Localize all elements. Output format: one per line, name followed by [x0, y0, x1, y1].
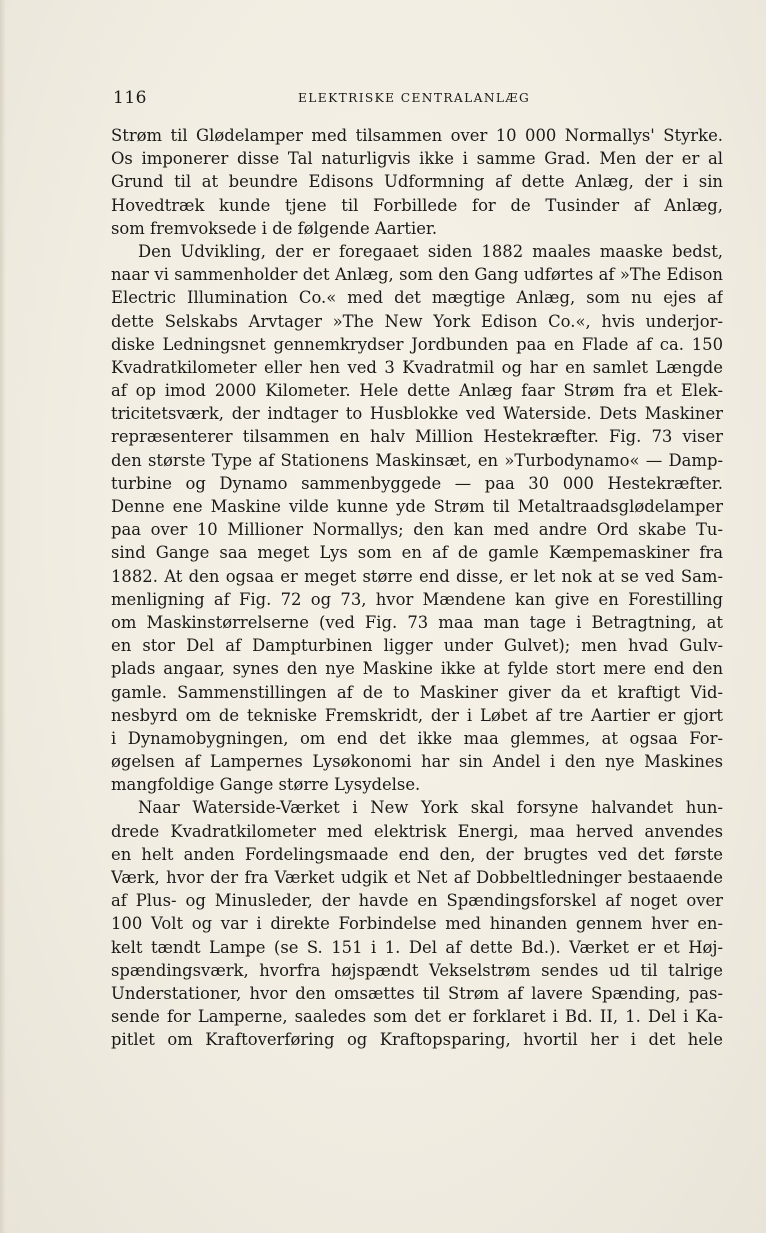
text-line: repræsenterer tilsammen en halv Million Hestekræfter. Fig. 73 viser — [111, 427, 723, 447]
page-header — [113, 88, 723, 112]
page-edge-shadow — [0, 0, 6, 1233]
text-line: paa over 10 Millioner Normallys; den kan med andre Ord skabe Tu- — [111, 520, 723, 540]
text-line: en stor Del af Dampturbinen ligger under Gulvet); men hvad Gulv- — [111, 636, 723, 656]
text-line: Værk, hvor der fra Værket udgik et Net af Dobbeltledninger bestaaende — [111, 868, 723, 887]
text-line: pitlet om Kraftoverføring og Kraftopsparing, hvortil her i det hele — [111, 1030, 723, 1050]
paragraph — [111, 124, 723, 240]
text-line: Hovedtræk kunde tjene til Forbillede for de Tusinder af Anlæg, — [111, 195, 723, 215]
text-line: diske Ledningsnet gennemkrydser Jordbunden paa en Flade af ca. 150 — [111, 334, 723, 354]
text-line: nesbyrd om de tekniske Fremskridt, der i Løbet af tre Aartier er gjort — [111, 705, 723, 725]
text-line: tricitetsværk, der indtager to Husblokke ved Waterside. Dets Maskiner — [111, 404, 723, 424]
text-line: Den Udvikling, der er foregaaet siden 1882 maales maaske bedst, — [138, 241, 723, 261]
page-number: 116 — [113, 88, 147, 108]
text-line: om Maskinstørrelserne (ved Fig. 73 maa man tage i Betragtning, at — [111, 612, 723, 632]
text-line: 1882. At den ogsaa er meget større end disse, er let nok at se ved Sam- — [111, 566, 723, 586]
text-line: menligning af Fig. 72 og 73, hvor Mændene kan give en Forestilling — [111, 589, 723, 609]
text-line: drede Kvadratkilometer med elektrisk Energi, maa herved anvendes — [111, 821, 723, 841]
text-line: Os imponerer disse Tal naturligvis ikke i samme Grad. Men der er al — [111, 149, 723, 169]
text-line: Kvadratkilometer eller hen ved 3 Kvadratmil og har en samlet Længde — [111, 357, 723, 377]
text-line: som fremvoksede i de følgende Aartier. — [111, 218, 438, 238]
text-line: i Dynamobygningen, om end det ikke maa glemmes, at ogsaa For- — [111, 728, 723, 748]
text-line: turbine og Dynamo sammenbyggede — paa 30 000 Hestekræfter. — [111, 473, 723, 493]
paragraph — [111, 240, 723, 797]
text-line: Denne ene Maskine vilde kunne yde Strøm til Metaltraadsglødelamper — [111, 497, 723, 516]
text-line: en helt anden Fordelingsmaade end den, der brugtes ved det første — [111, 844, 723, 864]
text-line: spændingsværk, hvorfra højspændt Vekselstrøm sendes ud til talrige — [111, 960, 723, 980]
text-line: Naar Waterside-Værket i New York skal forsyne halvandet hun- — [138, 798, 723, 818]
text-line: Understationer, hvor den omsættes til Strøm af lavere Spænding, pas- — [111, 983, 723, 1003]
text-line: Strøm til Glødelamper med tilsammen over 10 000 Normallys' Styrke. — [111, 126, 723, 145]
running-head: ELEKTRISKE CENTRALANLÆG — [298, 91, 531, 105]
text-line: naar vi sammenholder det Anlæg, som den Gang udførtes af »The Edison — [111, 265, 723, 285]
text-line: øgelsen af Lampernes Lysøkonomi har sin Andel i den nye Maskines — [111, 752, 723, 772]
text-line: dette Selskabs Arvtager »The New York Edison Co.«, hvis underjor- — [111, 311, 723, 331]
text-line: kelt tændt Lampe (se S. 151 i 1. Del af dette Bd.). Værket er et Høj- — [111, 937, 723, 957]
body-text — [111, 124, 723, 1052]
text-line: Electric Illumination Co.« med det mægtige Anlæg, som nu ejes af — [111, 288, 723, 308]
text-line: af op imod 2000 Kilometer. Hele dette Anlæg faar Strøm fra et Elek- — [111, 381, 723, 401]
text-line: gamle. Sammenstillingen af de to Maskiner giver da et kraftigt Vid- — [111, 682, 723, 702]
text-line: Grund til at beundre Edisons Udformning af dette Anlæg, der i sin — [111, 172, 723, 192]
text-line: den største Type af Stationens Maskinsæt, en »Turbodynamo« — Damp- — [111, 450, 723, 470]
text-line: sind Gange saa meget Lys som en af de gamle Kæmpemaskiner fra — [111, 543, 723, 563]
text-line: plads angaar, synes den nye Maskine ikke at fylde stort mere end den — [111, 659, 723, 679]
paragraph — [111, 796, 723, 1051]
text-line: sende for Lamperne, saaledes som det er forklaret i Bd. II, 1. Del i Ka- — [111, 1007, 723, 1027]
text-line: 100 Volt og var i direkte Forbindelse med hinanden gennem hver en- — [111, 914, 723, 934]
text-line: af Plus- og Minusleder, der havde en Spændingsforskel af noget over — [111, 891, 723, 911]
text-line: mangfoldige Gange større Lysydelse. — [111, 775, 421, 795]
